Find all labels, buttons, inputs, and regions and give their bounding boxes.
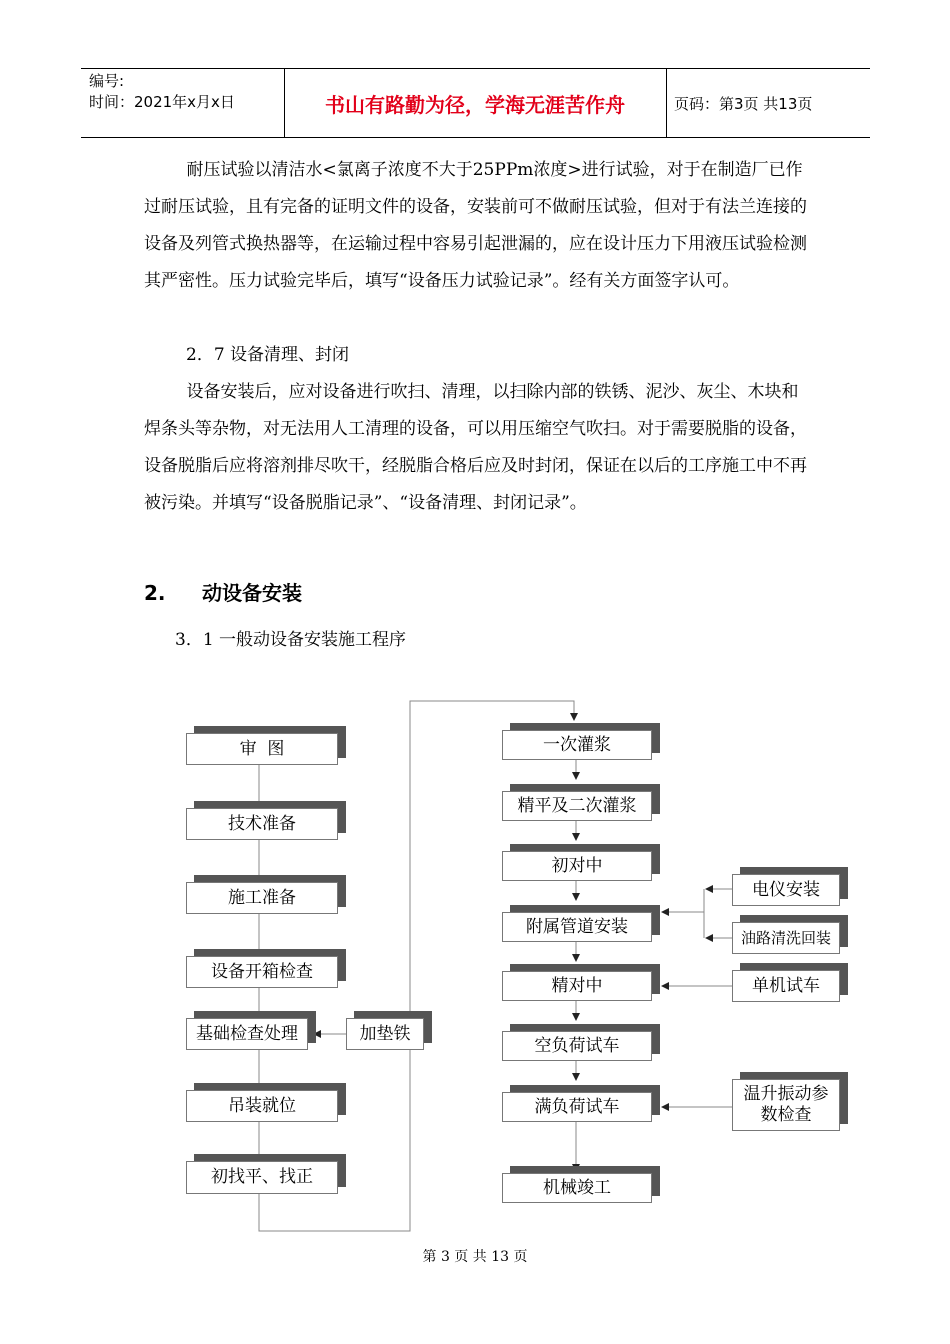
- flow-step-initial-leveling: 初找平、找正: [186, 1161, 338, 1194]
- flow-step-completion: 机械竣工: [502, 1173, 652, 1203]
- flow-step-electrical-install: 电仪安装: [732, 874, 840, 906]
- flow-step-hoisting: 吊装就位: [186, 1090, 338, 1122]
- section-2-7-title: 2．7 设备清理、封闭: [186, 345, 350, 365]
- doc-date: 时间：2021年x月x日: [89, 93, 235, 111]
- flow-step-fine-alignment: 精对中: [502, 971, 652, 1001]
- paragraph-cleaning: 设备安装后，应对设备进行吹扫、清理，以扫除内部的铁锈、泥沙、灰尘、木块和焊条头等杂物，对无法用人工清理的设备，可以用压缩空气吹扫。对于需要脱脂的设备，设备脱脂后应将溶剂排尽吹干，经脱脂合格后应及时封闭，保证在以后的工序施工中不再被污染。并填写“设备脱脂记录”、“设备清理、封闭记录”。: [144, 382, 807, 513]
- section-heading-text: 动设备安装: [202, 581, 302, 605]
- flow-step-foundation-check: 基础检查处理: [186, 1018, 308, 1050]
- paragraph-pressure-test: 耐压试验以清洁水<氯离子浓度不大于25PPm浓度>进行试验，对于在制造厂已作过耐压试验，且有完备的证明文件的设备，安装前可不做耐压试验，但对于有法兰连接的设备及列管式换热器等，在运输过程中容易引起泄漏的，应在设计压力下用液压试验检测其严密性。压力试验完毕后，填写“设备压力试验记录”。经有关方面签字认可。: [144, 160, 807, 291]
- flow-step-full-load-test: 满负荷试车: [502, 1092, 652, 1122]
- flow-step-piping-install: 附属管道安装: [502, 912, 652, 942]
- flow-step-add-shims: 加垫铁: [346, 1018, 424, 1050]
- flow-step-construction-prep: 施工准备: [186, 882, 338, 914]
- section-heading-number: 2.: [144, 581, 166, 605]
- flow-step-single-run: 单机试车: [732, 970, 840, 1002]
- flow-step-initial-alignment: 初对中: [502, 851, 652, 881]
- flow-step-first-grouting: 一次灌浆: [502, 730, 652, 760]
- flow-step-tech-prep: 技术准备: [186, 808, 338, 840]
- flow-step-temp-vibration-check: 温升振动参数检查: [732, 1079, 840, 1131]
- flow-step-unpack-inspect: 设备开箱检查: [186, 956, 338, 988]
- header-page-info: 页码：第3页 共13页: [674, 94, 813, 113]
- page-footer: 第 3 页 共 13 页: [422, 1249, 528, 1265]
- flow-step-review-drawings: 审 图: [186, 733, 338, 765]
- header-motto: 书山有路勤为径，学海无涯苦作舟: [325, 92, 625, 117]
- doc-number-label: 编号:: [89, 72, 125, 90]
- section-3-1-title: 3．1 一般动设备安装施工程序: [175, 630, 407, 650]
- flow-step-oil-flush: 油路清洗回装: [732, 922, 840, 954]
- flow-step-no-load-test: 空负荷试车: [502, 1031, 652, 1061]
- flow-step-second-grouting: 精平及二次灌浆: [502, 791, 652, 821]
